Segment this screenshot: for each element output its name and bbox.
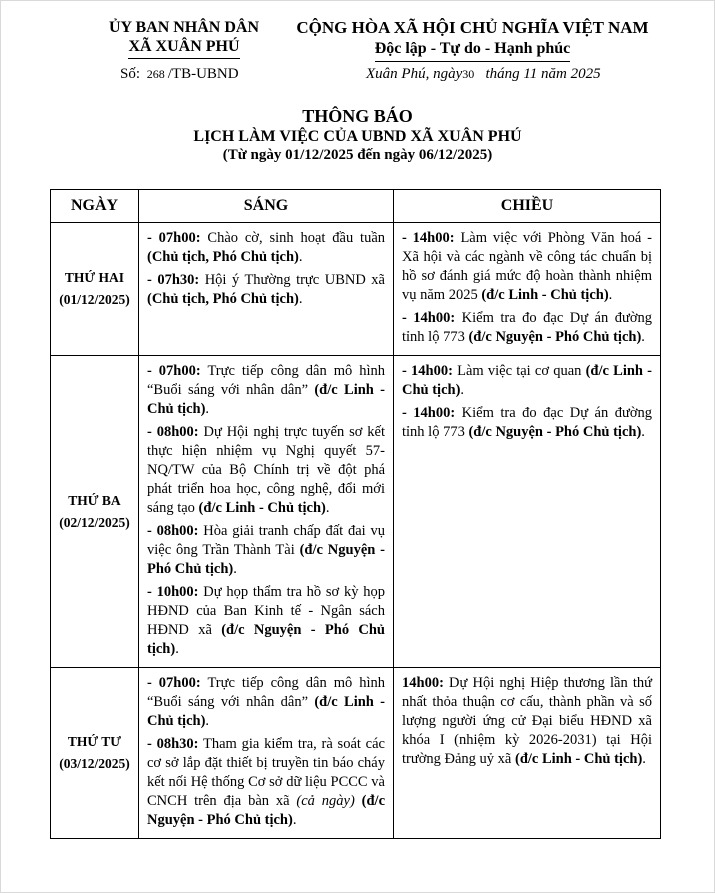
afternoon-cell	[394, 223, 661, 356]
header-morning: SÁNG	[139, 190, 394, 223]
entry-note: (cả ngày)	[296, 793, 355, 809]
day-date: (03/12/2025)	[59, 756, 130, 771]
entry-time: - 08h30:	[147, 736, 199, 752]
table-header-row	[51, 190, 661, 223]
document-title	[0, 106, 715, 165]
entry-text: Tham gia kiểm tra, rà soát các cơ sở lắp đặt thiết bị truyền tin báo cháy kết nối Hệ thống Cơ sở dữ liệu PCCC và CNCH trên địa bàn xã	[147, 736, 385, 809]
entry-end: .	[325, 500, 330, 516]
entry-person: (đ/c Linh - Chủ tịch)	[481, 287, 609, 303]
entry-text: Kiểm tra đo đạc Dự án đường tỉnh lộ 773	[402, 405, 652, 440]
schedule-entry	[147, 362, 385, 419]
header-afternoon: CHIỀU	[394, 190, 661, 223]
national-header	[285, 18, 660, 62]
country-name: CỘNG HÒA XÃ HỘI CHỦ NGHĨA VIỆT NAM	[296, 18, 649, 37]
entry-person: (đ/c Nguyện - Phó Chủ tịch)	[468, 329, 642, 345]
schedule-table	[50, 189, 661, 839]
table-row	[51, 668, 661, 839]
day-date: (01/12/2025)	[59, 292, 130, 307]
entry-time: - 07h30:	[147, 272, 200, 288]
number-value: 268	[146, 67, 165, 81]
schedule-entry	[402, 674, 652, 769]
entry-time: - 14h00:	[402, 230, 455, 246]
table-row	[51, 223, 661, 356]
entry-person: (đ/c Linh - Chủ tịch)	[147, 382, 386, 417]
table-row	[51, 356, 661, 668]
commune-name: XÃ XUÂN PHÚ	[128, 37, 239, 59]
entry-person: (đ/c Linh - Chủ tịch)	[147, 694, 386, 729]
agency-header	[84, 18, 284, 59]
schedule-entry	[147, 229, 385, 267]
schedule-entry	[147, 522, 385, 579]
entry-person: (đ/c Nguyện - Phó Chủ tịch)	[468, 424, 642, 440]
date-day: 30	[462, 67, 475, 81]
entry-time: - 07h00:	[147, 675, 201, 691]
entry-person: (Chủ tịch, Phó Chủ tịch)	[147, 249, 299, 265]
afternoon-cell	[394, 356, 661, 668]
schedule-entry	[402, 404, 652, 442]
schedule-entry	[147, 674, 385, 731]
entry-end: .	[175, 641, 179, 657]
entry-text: Dự Hội nghị trực tuyến sơ kết thực hiện nhiệm vụ Nghị quyết 57-NQ/TW của Bộ Chính trị về đột phá phát triển hoa học, công nghệ, đổi mới sáng tạo	[147, 424, 385, 516]
entry-text: Hòa giải tranh chấp đất đai vụ việc ông Trần Thành Tài	[147, 523, 385, 558]
entry-text: Dự họp thẩm tra hồ sơ kỳ họp HĐND của Ban Kinh tế - Ngân sách HĐND xã	[147, 584, 385, 638]
document-number: Số: 268 /TB-UBND	[120, 66, 239, 82]
entry-person: (đ/c Linh - Chủ tịch)	[198, 500, 326, 516]
entry-person: (đ/c Linh - Chủ tịch)	[402, 363, 652, 398]
day-name: THỨ BA	[68, 492, 121, 508]
morning-cell	[139, 356, 394, 668]
header-day: NGÀY	[51, 190, 139, 223]
entry-end: .	[205, 713, 210, 729]
entry-text: Trực tiếp công dân mô hình “Buổi sáng với nhân dân”	[147, 363, 385, 398]
schedule-entry	[147, 423, 385, 518]
entry-person: (đ/c Nguyện - Phó Chủ tịch)	[147, 622, 385, 657]
entry-time: - 14h00:	[402, 310, 456, 326]
entry-time: 14h00:	[402, 675, 444, 691]
day-cell	[51, 223, 139, 356]
schedule-entry	[147, 271, 385, 309]
entry-end: .	[608, 287, 613, 303]
title-date-range: (Từ ngày 01/12/2025 đến ngày 06/12/2025)	[222, 147, 493, 163]
afternoon-cell	[394, 668, 661, 839]
entry-time: - 14h00:	[402, 405, 456, 421]
title-notice: THÔNG BÁO	[302, 106, 413, 126]
entry-end: .	[641, 424, 645, 440]
day-name: THỨ TƯ	[67, 734, 122, 749]
entry-end: .	[292, 812, 297, 828]
day-cell	[51, 356, 139, 668]
entry-person: (đ/c Nguyện - Phó Chủ tịch)	[147, 793, 386, 828]
schedule-entry	[402, 229, 652, 305]
entry-end: .	[298, 291, 303, 307]
schedule-entry	[402, 362, 652, 400]
national-motto: Độc lập - Tự do - Hạnh phúc	[375, 39, 571, 62]
entry-end: .	[205, 401, 210, 417]
entry-end: .	[460, 382, 465, 398]
morning-cell	[139, 223, 394, 356]
entry-time: - 08h00:	[147, 424, 199, 440]
day-name: THỨ HAI	[64, 270, 125, 285]
entry-end: .	[641, 329, 645, 345]
entry-time: - 07h00:	[147, 230, 201, 246]
schedule-entry	[147, 735, 385, 830]
entry-end: .	[298, 249, 303, 265]
entry-person: (đ/c Nguyện - Phó Chủ tịch)	[147, 542, 385, 577]
entry-text: Trực tiếp công dân mô hình “Buổi sáng với nhân dân”	[147, 675, 385, 710]
entry-time: - 14h00:	[402, 363, 453, 379]
entry-time: - 08h00:	[147, 523, 199, 539]
entry-text: Làm việc tại cơ quan	[452, 363, 586, 379]
morning-cell	[139, 668, 394, 839]
entry-text: Kiểm tra đo đạc Dự án đường tỉnh lộ 773	[402, 310, 652, 345]
agency-name: ỦY BAN NHÂN DÂN	[108, 19, 260, 36]
entry-end: .	[642, 751, 646, 767]
entry-time: - 10h00:	[147, 584, 199, 600]
document-date: Xuân Phú, ngày30 tháng 11 năm 2025	[366, 66, 601, 82]
entry-time: - 07h00:	[147, 363, 201, 379]
entry-end: .	[233, 561, 237, 577]
entry-text: Hội ý Thường trực UBND xã	[199, 272, 385, 288]
schedule-entry	[402, 309, 652, 347]
day-cell	[51, 668, 139, 839]
entry-person: (đ/c Linh - Chủ tịch)	[514, 751, 643, 767]
entry-text: Chào cờ, sinh hoạt đầu tuần	[200, 230, 385, 246]
entry-text: Làm việc với Phòng Văn hoá - Xã hội và các ngành về công tác chuẩn bị hồ sơ đánh giá mức độ hoàn thành nhiệm vụ năm 2025	[402, 230, 652, 303]
day-date: (02/12/2025)	[59, 514, 130, 530]
entry-text: Dự Hội nghị Hiệp thương lần thứ nhất thỏa thuận cơ cấu, thành phần và số lượng người ứng cử Đại biểu HĐND xã khóa I (nhiệm kỳ 2026-2031) tại Hội trường Đảng uỷ xã	[402, 675, 652, 767]
title-schedule: LỊCH LÀM VIỆC CỦA UBND XÃ XUÂN PHÚ	[193, 128, 522, 145]
entry-person: (Chủ tịch, Phó Chủ tịch)	[147, 291, 299, 307]
schedule-entry	[147, 583, 385, 659]
